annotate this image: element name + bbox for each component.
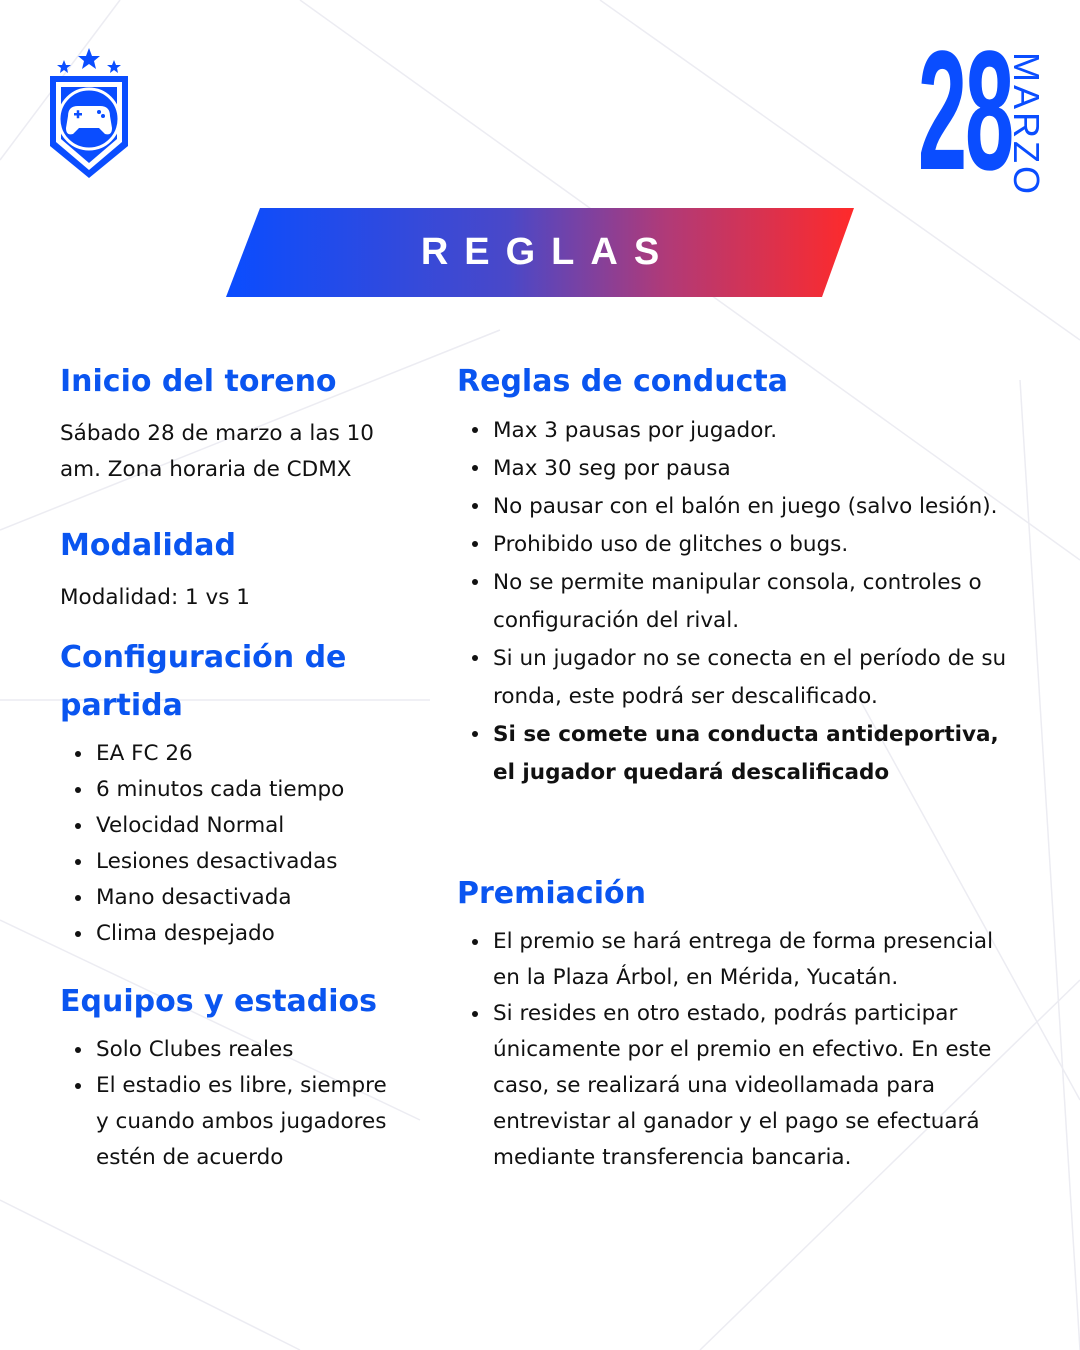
equipos-list [60,1032,390,1176]
configuracion-list [60,736,410,952]
premiacion-list [457,924,1017,1176]
section-title-equipos: Equipos y estadios [60,984,378,1019]
list-item: Max 3 pausas por jugador. [457,412,1017,450]
list-item: Clima despejado [60,916,410,952]
inicio-text: Sábado 28 de marzo a las 10 am. Zona horaria de CDMX [60,421,374,482]
section-title-conducta: Reglas de conducta [457,364,788,399]
list-item: EA FC 26 [60,736,410,772]
conducta-list [457,412,1017,792]
list-item: Mano desactivada [60,880,410,916]
right-column [457,358,1037,1176]
section-title-premiacion: Premiación [457,876,646,911]
date-day: 28 [917,16,1012,206]
section-title-configuracion: Configuración de partida [60,640,347,723]
list-item: Lesiones desactivadas [60,844,410,880]
list-item: No se permite manipular consola, controles o configuración del rival. [457,564,1017,640]
list-item: No pausar con el balón en juego (salvo lesión). [457,488,1017,526]
list-item: 6 minutos cada tiempo [60,772,410,808]
list-item: Solo Clubes reales [60,1032,390,1068]
modalidad-text: Modalidad: 1 vs 1 [60,585,250,610]
list-item-warning: Si se comete una conducta antideportiva, el jugador quedará descalificado [457,716,1017,792]
list-item: Prohibido uso de glitches o bugs. [457,526,1017,564]
section-title-inicio: Inicio del toreno [60,364,337,399]
page-title: REGLAS [420,231,676,273]
list-item: Si un jugador no se conecta en el período de su ronda, este podrá ser descalificado. [457,640,1017,716]
list-item: Max 30 seg por pausa [457,450,1017,488]
date-month: MARZO [1006,52,1047,197]
list-item: El estadio es libre, siempre y cuando ambos jugadores estén de acuerdo [60,1068,390,1176]
section-title-modalidad: Modalidad [60,528,236,563]
event-date [831,16,1047,206]
gamepad-shield-icon [44,46,134,182]
list-item: Velocidad Normal [60,808,410,844]
left-column [60,358,410,1176]
list-item: El premio se hará entrega de forma presencial en la Plaza Árbol, en Mérida, Yucatán. [457,924,1017,996]
list-item: Si resides en otro estado, podrás participar únicamente por el premio en efectivo. En este caso, se realizará una videollamada para entrevistar al ganador y el pago se efectuará mediante transferencia bancaria. [457,996,1017,1176]
